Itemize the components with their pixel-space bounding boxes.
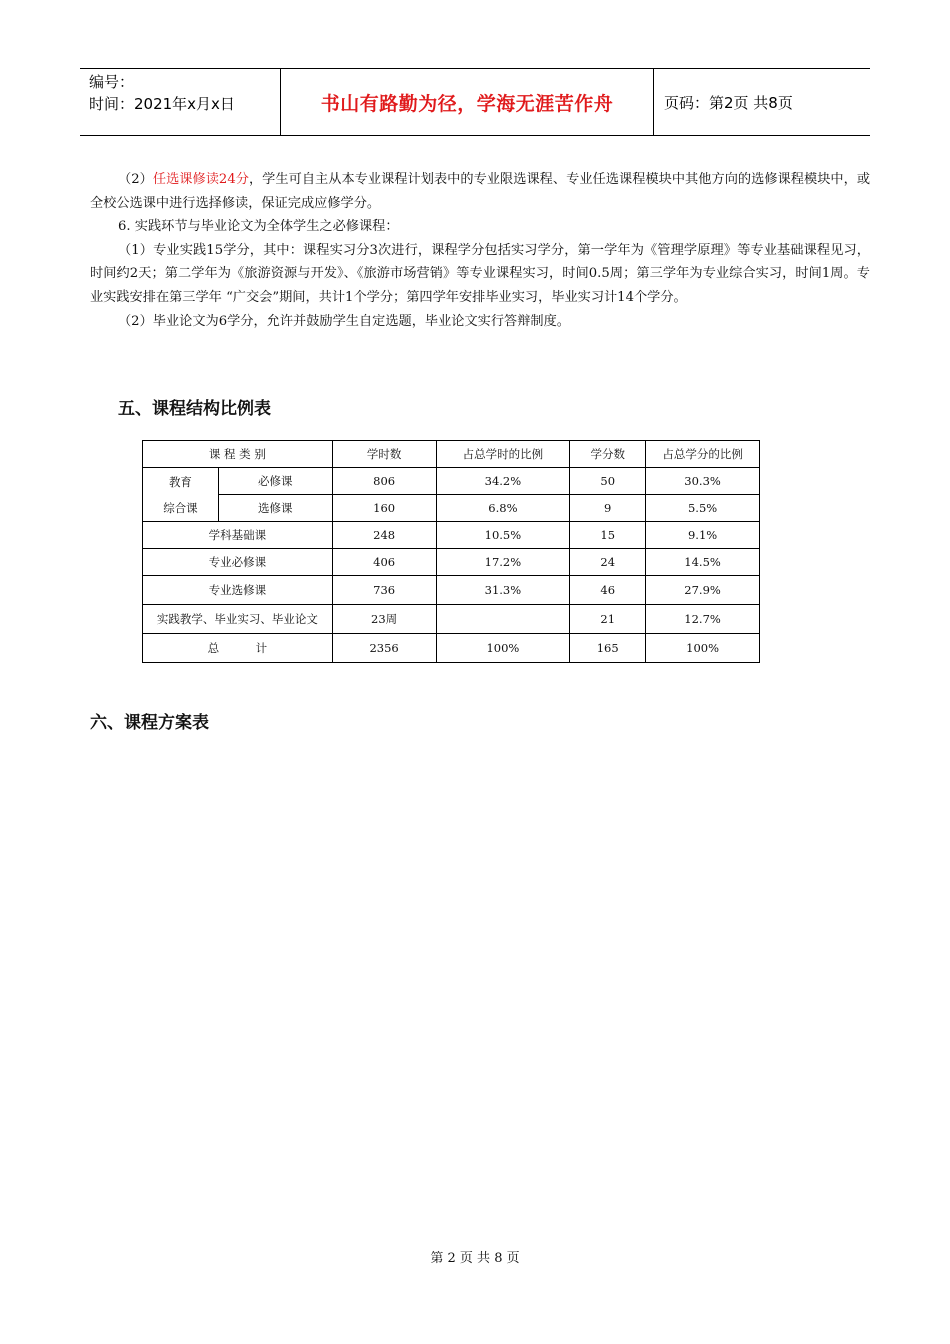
header-page-info: 页码：第2页 共8页 (664, 93, 793, 112)
table-cell: 学科基础课 (143, 522, 333, 549)
table-row (143, 495, 760, 522)
table-cell: 总 计 (143, 634, 333, 663)
group-label-line1: 教育 (168, 474, 192, 489)
table-cell: 专业选修课 (143, 576, 333, 605)
paragraph-practice-heading: 6. 实践环节与毕业论文为全体学生之必修课程： (118, 219, 399, 235)
table-cell: 5.5% (646, 495, 760, 522)
paragraph-prefix: （2） (118, 172, 153, 187)
table-cell: 406 (332, 549, 436, 576)
header-meta (80, 69, 281, 135)
page-footer: 第 2 页 共 8 页 (430, 1251, 520, 1266)
table-cell: 专业必修课 (143, 549, 333, 576)
paragraph-practice-detail: （1）专业实践15学分，其中：课程实习分3次进行，课程学分包括实习学分，第一学年为《管理学原理》等专业基础课程见习，时间约2天；第二学年为《旅游资源与开发》、《旅游市场营销》等专业课程实习，时间0.5周；第三学年为专业综合实习，时间1周。专业实践安排在第三学年 “广交会”期间，共计1个学分；第四学年安排毕业实习，毕业实习计14个学分。 (90, 242, 870, 305)
table-cell: 100% (646, 634, 760, 663)
table-row (143, 605, 760, 634)
document-number-label: 编号： (89, 73, 135, 91)
header-motto: 书山有路勤为径，学海无涯苦作舟 (320, 92, 614, 115)
table-cell: 24 (570, 549, 646, 576)
table-cell: 23周 (332, 605, 436, 634)
document-date: 时间：2021年x月x日 (89, 95, 235, 113)
table-cell: 30.3% (646, 468, 760, 495)
header-motto-cell (281, 69, 654, 135)
table-header-cell: 课 程 类 别 (143, 441, 333, 468)
table-cell: 27.9% (646, 576, 760, 605)
paragraph-thesis: （2）毕业论文为6学分，允许并鼓励学生自定选题，毕业论文实行答辩制度。 (118, 313, 570, 329)
header-page-info-cell (654, 69, 870, 135)
table-cell: 2356 (332, 634, 436, 663)
paragraph-rest: ，学生可自主从本专业课程计划表中的专业限选课程、专业任选课程模块中其他方向的选修课程模块中，或全校公选课中进行选择修读，保证完成应修学分。 (90, 172, 871, 211)
table-header-cell: 占总学分的比例 (646, 441, 760, 468)
table-total-row (143, 634, 760, 663)
table-header-cell: 学时数 (332, 441, 436, 468)
table-cell: 17.2% (436, 549, 570, 576)
table-cell: 9.1% (646, 522, 760, 549)
table-cell: 806 (332, 468, 436, 495)
table-cell: 9 (570, 495, 646, 522)
body-text (90, 168, 870, 333)
table-header-cell: 学分数 (570, 441, 646, 468)
table-cell: 12.7% (646, 605, 760, 634)
table-cell: 248 (332, 522, 436, 549)
table-header-row (143, 441, 760, 468)
table-cell: 160 (332, 495, 436, 522)
section-title-structure: 五、课程结构比例表 (118, 399, 271, 419)
table-cell: 165 (570, 634, 646, 663)
course-structure-table (142, 440, 760, 663)
table-cell: 34.2% (436, 468, 570, 495)
group-label-line2: 综合课 (163, 500, 198, 515)
table-cell: 实践教学、毕业实习、毕业论文 (143, 605, 333, 634)
table-row (143, 549, 760, 576)
table-row (143, 576, 760, 605)
elective-credits-highlight: 任选课修读24分 (152, 172, 249, 187)
table-cell: 6.8% (436, 495, 570, 522)
table-cell: 100% (436, 634, 570, 663)
table-group-cell (143, 468, 219, 522)
table-cell: 必修课 (218, 468, 332, 495)
table-cell: 21 (570, 605, 646, 634)
table-header-cell: 占总学时的比例 (436, 441, 570, 468)
table-cell: 31.3% (436, 576, 570, 605)
table-cell: 46 (570, 576, 646, 605)
table-cell (436, 605, 570, 634)
table-cell: 736 (332, 576, 436, 605)
page-header (80, 68, 870, 136)
table-cell: 10.5% (436, 522, 570, 549)
table-row (143, 522, 760, 549)
table-cell: 50 (570, 468, 646, 495)
table-row (143, 468, 760, 495)
table-cell: 14.5% (646, 549, 760, 576)
paragraph-elective (90, 168, 870, 215)
table-cell: 选修课 (218, 495, 332, 522)
table-cell: 15 (570, 522, 646, 549)
section-title-program: 六、课程方案表 (90, 713, 209, 733)
